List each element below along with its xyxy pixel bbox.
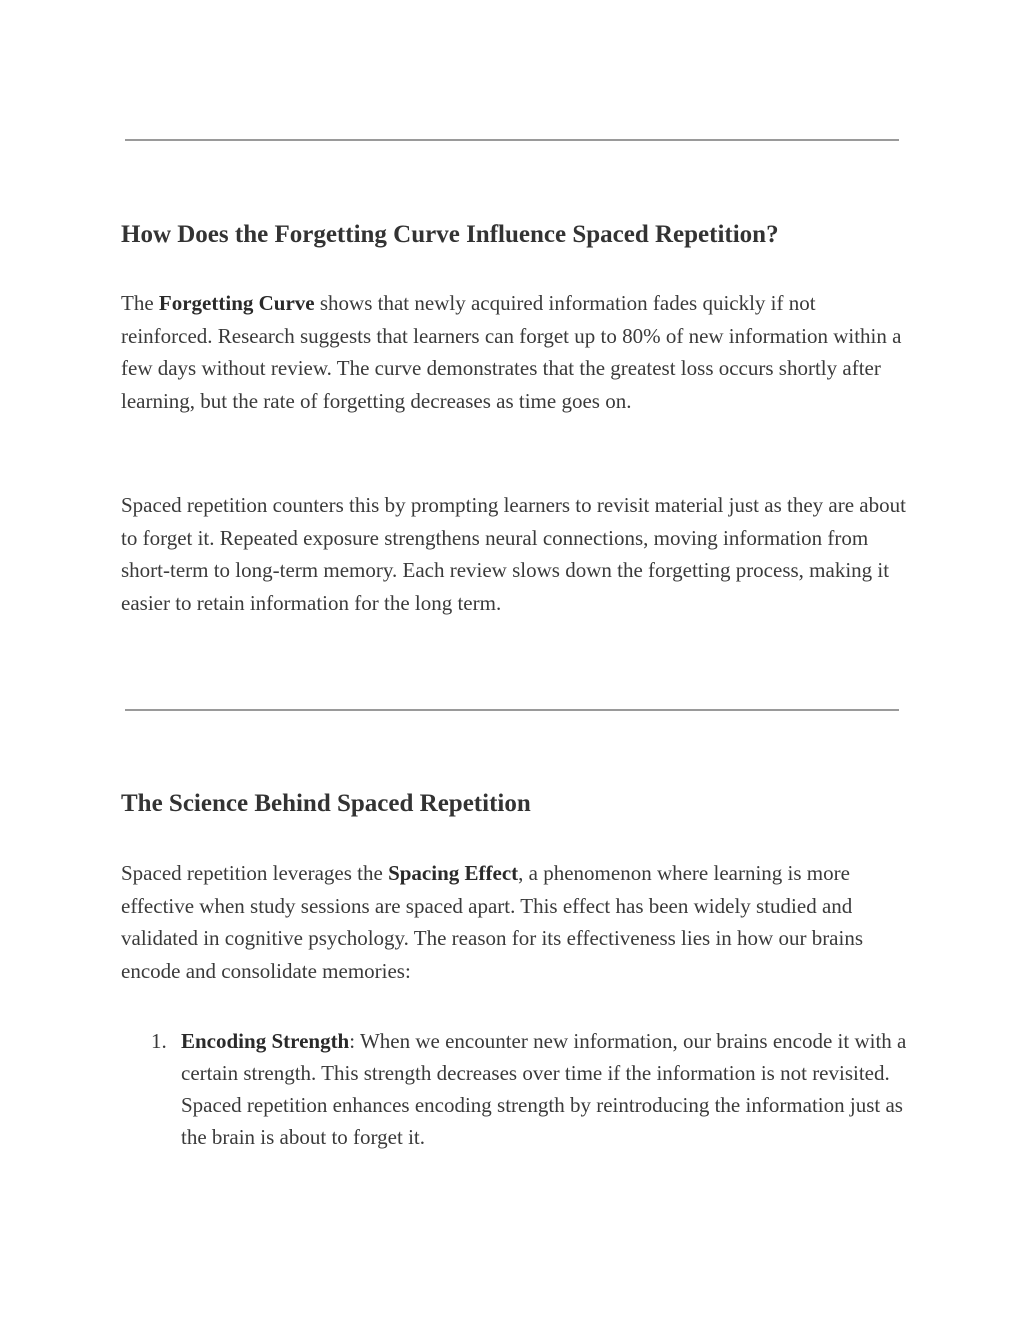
section-heading-forgetting-curve: How Does the Forgetting Curve Influence Spaced Repetition? [121,221,779,248]
bold-term-forgetting-curve: Forgetting Curve [158,291,315,315]
section-heading-science: The Science Behind Spaced Repetition [121,790,531,817]
paragraph-text: shows that newly acquired information fades quickly if not reinforced. Research suggests that learners can forget up to 80% of new information within a few days without review. The curve demonstrates that the greatest loss occurs shortly after learning, but the rate of forgetting decreases as time goes on. [121,291,902,413]
paragraph-text: Spaced repetition leverages the [121,861,389,885]
paragraph-forgetting-curve [121,287,911,417]
paragraph-spacing-effect [121,857,911,987]
list-item [121,1025,911,1153]
section-divider [125,139,899,141]
bold-term-encoding-strength: Encoding Strength [181,1029,350,1053]
numbered-list [121,1025,911,1153]
section-divider [125,709,899,711]
paragraph-spaced-repetition-counters: Spaced repetition counters this by prompting learners to revisit material just as they are about to forget it. Repeated exposure strengthens neural connections, moving information from short-term to long-term memory. Each review slows down the forgetting process, making it easier to retain information for the long term. [121,493,906,615]
list-number: 1. [151,1029,167,1053]
bold-term-spacing-effect: Spacing Effect [388,861,519,885]
paragraph-text: , a phenomenon where learning is more effective when study sessions are spaced apart. This effect has been widely studied and validated in cognitive psychology. The reason for its effectiveness lies in how our brains encode and consolidate memories: [121,861,864,983]
paragraph-text: The [121,291,159,315]
list-item-text: : When we encounter new information, our brains encode it with a certain strength. This strength decreases over time if the information is not revisited. Spaced repetition enhances encoding strength by reintroducing the information just as the brain is about to forget it. [181,1029,907,1149]
